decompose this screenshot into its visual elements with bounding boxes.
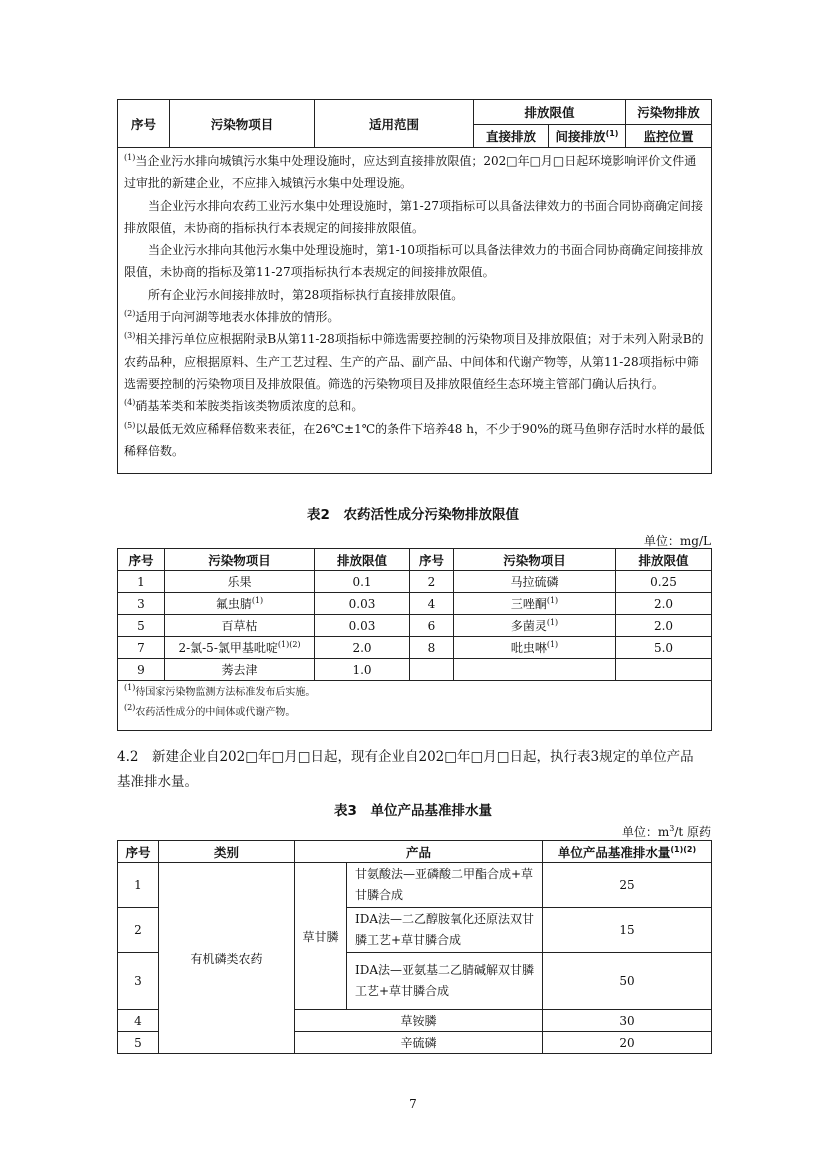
cell-item: 莠去津	[165, 659, 315, 681]
table2-unit: 单位：mg/L	[643, 534, 711, 548]
table2-active-ingredient-limits	[117, 548, 712, 731]
cell-no: 5	[118, 1032, 159, 1054]
cell-no: 8	[410, 637, 454, 659]
table-row	[118, 637, 712, 659]
cell-item: 吡虫啉$^{(1)}$	[454, 637, 616, 659]
cell-value: 0.25	[616, 571, 712, 593]
cell-item: 百草枯	[165, 615, 315, 637]
cell-value: 50	[543, 953, 712, 1010]
t3-header-product: 产品	[295, 841, 543, 863]
table-row	[118, 615, 712, 637]
table-row	[118, 863, 712, 908]
cell-product: IDA法—亚氨基二乙腈碱解双甘膦工艺+草甘膦合成	[347, 953, 543, 1010]
cell-value: 2.0	[616, 593, 712, 615]
note2: $^{(2)}$适用于向河湖等地表水体排放的情形。	[124, 309, 340, 325]
cell-value: 0.03	[315, 615, 410, 637]
cell-value: 1.0	[315, 659, 410, 681]
note3: $^{(3)}$相关排污单位应根据附录B从第11-28项指标中筛选需要控制的污染物项目及排放限值；对于未列入附录B的农药品种，应根据原料、生产工艺过程、生产的产品、副产品、中间体和代谢产物等，从第11-28项指标中筛选需要控制的污染物项目及排放限值。筛选的污染物项目及排放限值经生态环境主管部门确认后执行。	[124, 331, 704, 391]
header-no: 序号	[118, 100, 170, 148]
cell-product: 辛硫磷	[295, 1032, 543, 1054]
t2-header-item-1: 污染物项目	[165, 549, 315, 571]
cell-value: 2.0	[616, 615, 712, 637]
cell-no: 9	[118, 659, 165, 681]
cell-no: 4	[410, 593, 454, 615]
cell-no: 7	[118, 637, 165, 659]
cell-product: IDA法—二乙醇胺氧化还原法双甘膦工艺+草甘膦合成	[347, 908, 543, 953]
table-row	[118, 593, 712, 615]
table3-unit: 单位：$m^3/t$ 原药	[621, 824, 711, 839]
cell-no: 1	[118, 863, 159, 908]
cell-item: 乐果	[165, 571, 315, 593]
table1-pollutant-limits	[117, 99, 712, 474]
t3-header-type: 类别	[159, 841, 295, 863]
header-emission-limit: 排放限值	[474, 100, 626, 125]
table1-notes	[118, 148, 712, 474]
cell-value: 0.1	[315, 571, 410, 593]
t2-header-no-1: 序号	[118, 549, 165, 571]
t2-header-no-2: 序号	[410, 549, 454, 571]
t2-header-limit-1: 排放限值	[315, 549, 410, 571]
cell-value: 30	[543, 1010, 712, 1032]
cell-item: 氟虫腈$^{(1)}$	[165, 593, 315, 615]
cell-no: 2	[410, 571, 454, 593]
note1-para2: 当企业污水排向农药工业污水集中处理设施时，第1-27项指标可以具备法律效力的书面合同协商确定间接排放限值，未协商的指标执行本表规定的间接排放限值。	[124, 198, 703, 235]
cell-value: 5.0	[616, 637, 712, 659]
cell-value: 15	[543, 908, 712, 953]
cell-product: 甘氨酸法—亚磷酸二甲酯合成+草甘膦合成	[347, 863, 543, 908]
note1-para4: 所有企业污水间接排放时，第28项指标执行直接排放限值。	[148, 287, 464, 302]
cell-no: 1	[118, 571, 165, 593]
cell-item: 多菌灵$^{(1)}$	[454, 615, 616, 637]
cell-item: 三唑酮$^{(1)}$	[454, 593, 616, 615]
para-line2: 基准排水量。	[117, 774, 198, 790]
cell-value: 25	[543, 863, 712, 908]
header-direct-discharge: 直接排放	[474, 125, 549, 148]
cell-no: 5	[118, 615, 165, 637]
cell-no: 3	[118, 953, 159, 1010]
header-scope: 适用范围	[315, 100, 474, 148]
header-pollutant-item: 污染物项目	[170, 100, 315, 148]
cell-product: 草铵膦	[295, 1010, 543, 1032]
t3-header-water: 单位产品基准排水量$^{(1)(2)}$	[543, 841, 712, 863]
header-monitor-line2: 监控位置	[626, 125, 712, 148]
cell-value: 0.03	[315, 593, 410, 615]
cell-item: 马拉硫磷	[454, 571, 616, 593]
table3-benchmark-water	[117, 840, 712, 1054]
cell-value	[616, 659, 712, 681]
cell-item	[454, 659, 616, 681]
table2-notes	[118, 681, 712, 731]
t2-note1: $^{(1)}$待国家污染物监测方法标准发布后实施。	[124, 683, 316, 698]
t2-header-limit-2: 排放限值	[616, 549, 712, 571]
note1-para1: $^{(1)}$当企业污水排向城镇污水集中处理设施时，应达到直接排放限值；202□年□月□日起环境影响评价文件通过审批的新建企业，不应排入城镇污水集中处理设施。	[124, 153, 697, 191]
t2-note2: $^{(2)}$农药活性成分的中间体或代谢产物。	[124, 703, 296, 718]
header-monitor-line1: 污染物排放	[626, 100, 712, 125]
cell-no: 2	[118, 908, 159, 953]
header-indirect-discharge: 间接排放$^{(1)}$	[549, 125, 626, 148]
cell-no: 4	[118, 1010, 159, 1032]
t3-header-no: 序号	[118, 841, 159, 863]
para-line1: 4.2 新建企业自202□年□月□日起，现有企业自202□年□月□日起，执行表3规定的单位产品	[117, 749, 694, 765]
section-4-2-paragraph	[117, 745, 717, 795]
cell-category: 有机磷类农药	[159, 863, 295, 1054]
note5: $^{(5)}$以最低无效应稀释倍数来表征，在26℃±1℃的条件下培养48 h，不少于90%的斑马鱼卵存活时水样的最低稀释倍数。	[124, 420, 705, 458]
note4: $^{(4)}$硝基苯类和苯胺类指该类物质浓度的总和。	[124, 398, 364, 414]
cell-no: 6	[410, 615, 454, 637]
page-number: 7	[409, 1097, 417, 1111]
cell-subcategory: 草甘膦	[295, 863, 347, 1010]
cell-item: 2-氯-5-氯甲基吡啶$^{(1)(2)}$	[165, 637, 315, 659]
cell-no: 3	[118, 593, 165, 615]
cell-no	[410, 659, 454, 681]
t2-header-item-2: 污染物项目	[454, 549, 616, 571]
table2-title: 表2 农药活性成分污染物排放限值	[307, 507, 519, 523]
table-row	[118, 571, 712, 593]
cell-value: 2.0	[315, 637, 410, 659]
table3-title: 表3 单位产品基准排水量	[334, 803, 492, 819]
cell-value: 20	[543, 1032, 712, 1054]
table-row	[118, 659, 712, 681]
note1-para3: 当企业污水排向其他污水集中处理设施时，第1-10项指标可以具备法律效力的书面合同协商确定间接排放限值，未协商的指标及第11-27项指标执行本表规定的间接排放限值。	[124, 243, 703, 280]
